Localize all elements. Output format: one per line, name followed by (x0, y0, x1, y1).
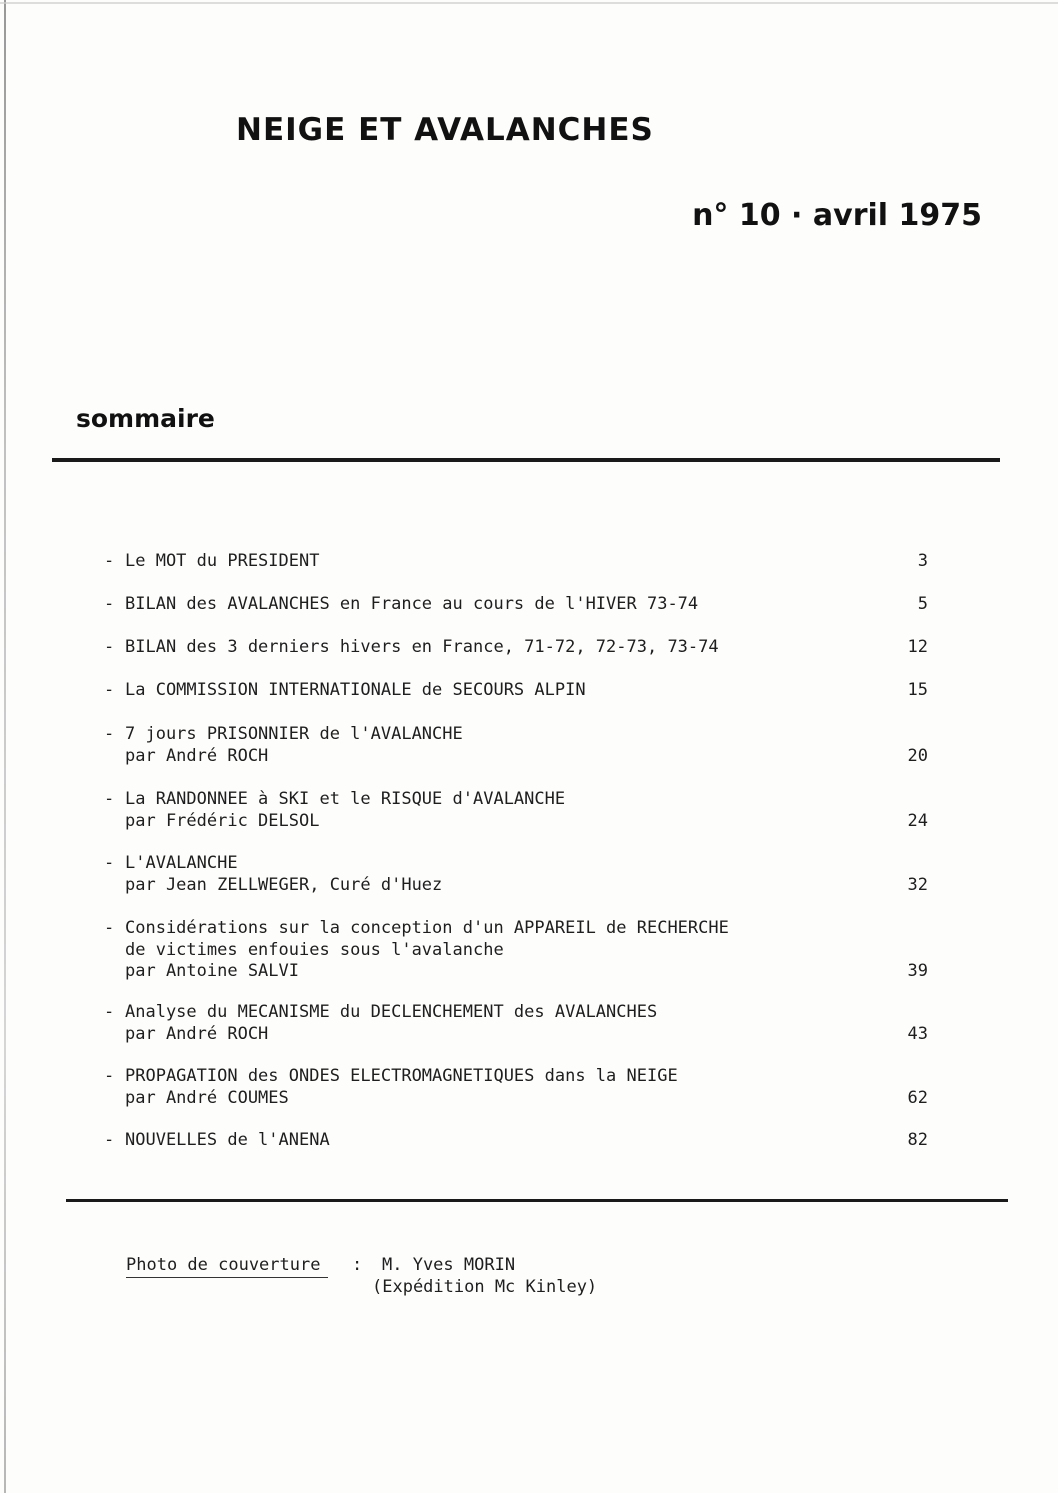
toc-entry-title: 7 jours PRISONNIER de l'AVALANCHE (125, 724, 463, 744)
toc-bullet-dash: - (104, 1002, 115, 1022)
toc-entry (104, 789, 934, 832)
toc-entry-text (125, 680, 825, 702)
journal-title: NEIGE ET AVALANCHES (236, 112, 654, 148)
toc-bullet-dash: - (104, 637, 115, 657)
toc-bullet-dash: - (104, 724, 115, 744)
toc-page-number: 43 (907, 1023, 928, 1044)
toc-entry-subline: par André ROCH (125, 1023, 269, 1044)
cover-credit (126, 1255, 826, 1315)
issue-number-date: n° 10 · avril 1975 (692, 198, 982, 233)
toc-page-number: 39 (907, 961, 928, 981)
toc-entry (104, 637, 934, 659)
cover-credit-underline (126, 1277, 328, 1278)
toc-entry-text (125, 1130, 825, 1152)
toc-entry-title: Le MOT du PRESIDENT (125, 551, 320, 571)
toc-entry-title: BILAN des AVALANCHES en France au cours de l'HIVER 73-74 (125, 594, 699, 614)
toc-entry-title: L'AVALANCHE (125, 853, 238, 873)
toc-entry-subline: par Frédéric DELSOL (125, 810, 320, 831)
toc-entry-subline: par Jean ZELLWEGER, Curé d'Huez (125, 874, 443, 895)
toc-entry-title: Analyse du MECANISME du DECLENCHEMENT des AVALANCHES (125, 1002, 658, 1022)
toc-entry-title: La RANDONNEE à SKI et le RISQUE d'AVALANCHE (125, 789, 566, 809)
toc-bullet-dash: - (104, 680, 115, 700)
toc-entry-title: BILAN des 3 derniers hivers en France, 71-72, 72-73, 73-74 (125, 637, 719, 657)
toc-bullet-dash: - (104, 853, 115, 873)
toc-entry-title: NOUVELLES de l'ANENA (125, 1130, 330, 1150)
toc-page-number: 15 (907, 680, 928, 700)
toc-entry-text (125, 853, 825, 896)
toc-entry (104, 853, 934, 896)
toc-entry (104, 1002, 934, 1045)
toc-entry-text (125, 637, 825, 659)
toc-bullet-dash: - (104, 551, 115, 571)
toc-page-number: 12 (907, 637, 928, 657)
toc-entry-text (125, 594, 825, 616)
toc-page-number: 20 (907, 745, 928, 766)
toc-entry-subline: par Antoine SALVI (125, 961, 299, 981)
toc-bullet-dash: - (104, 918, 115, 938)
cover-credit-note: (Expédition Mc Kinley) (372, 1276, 598, 1297)
toc-entry-text (125, 918, 825, 983)
toc-entry-title: PROPAGATION des ONDES ELECTROMAGNETIQUES dans la NEIGE (125, 1066, 678, 1086)
cover-credit-label: Photo de couverture (126, 1255, 321, 1275)
toc-entry-text (125, 1066, 825, 1109)
toc-entry-subline: de victimes enfouies sous l'avalanche (125, 939, 504, 960)
bottom-divider (66, 1199, 1008, 1202)
toc-entry-subline: par André COUMES (125, 1087, 289, 1108)
cover-credit-separator: : (352, 1255, 363, 1275)
toc-entry (104, 918, 934, 983)
toc-page-number: 24 (907, 810, 928, 831)
toc-entry-title: La COMMISSION INTERNATIONALE de SECOURS ALPIN (125, 680, 586, 700)
toc-entry (104, 1066, 934, 1109)
toc-entry (104, 724, 934, 767)
toc-entry (104, 594, 934, 616)
toc-page-number: 5 (917, 594, 928, 614)
toc-entry (104, 1130, 934, 1152)
toc-bullet-dash: - (104, 594, 115, 614)
toc-bullet-dash: - (104, 1130, 115, 1150)
toc-page-number: 82 (907, 1130, 928, 1150)
toc-entry-text (125, 789, 825, 832)
section-heading: sommaire (76, 404, 215, 433)
toc-entry (104, 680, 934, 702)
cover-credit-name: M. Yves MORIN (382, 1255, 516, 1275)
toc-entry-title: Considérations sur la conception d'un APPAREIL de RECHERCHE (125, 918, 729, 938)
toc-bullet-dash: - (104, 789, 115, 809)
toc-page-number: 3 (917, 551, 928, 571)
toc-entry-text (125, 551, 825, 573)
toc-bullet-dash: - (104, 1066, 115, 1086)
toc-entry-text (125, 724, 825, 767)
toc-entry-text (125, 1002, 825, 1045)
toc-page-number: 62 (907, 1087, 928, 1108)
toc-entry (104, 551, 934, 573)
toc-page-number: 32 (907, 874, 928, 895)
toc-entry-subline: par André ROCH (125, 745, 269, 766)
